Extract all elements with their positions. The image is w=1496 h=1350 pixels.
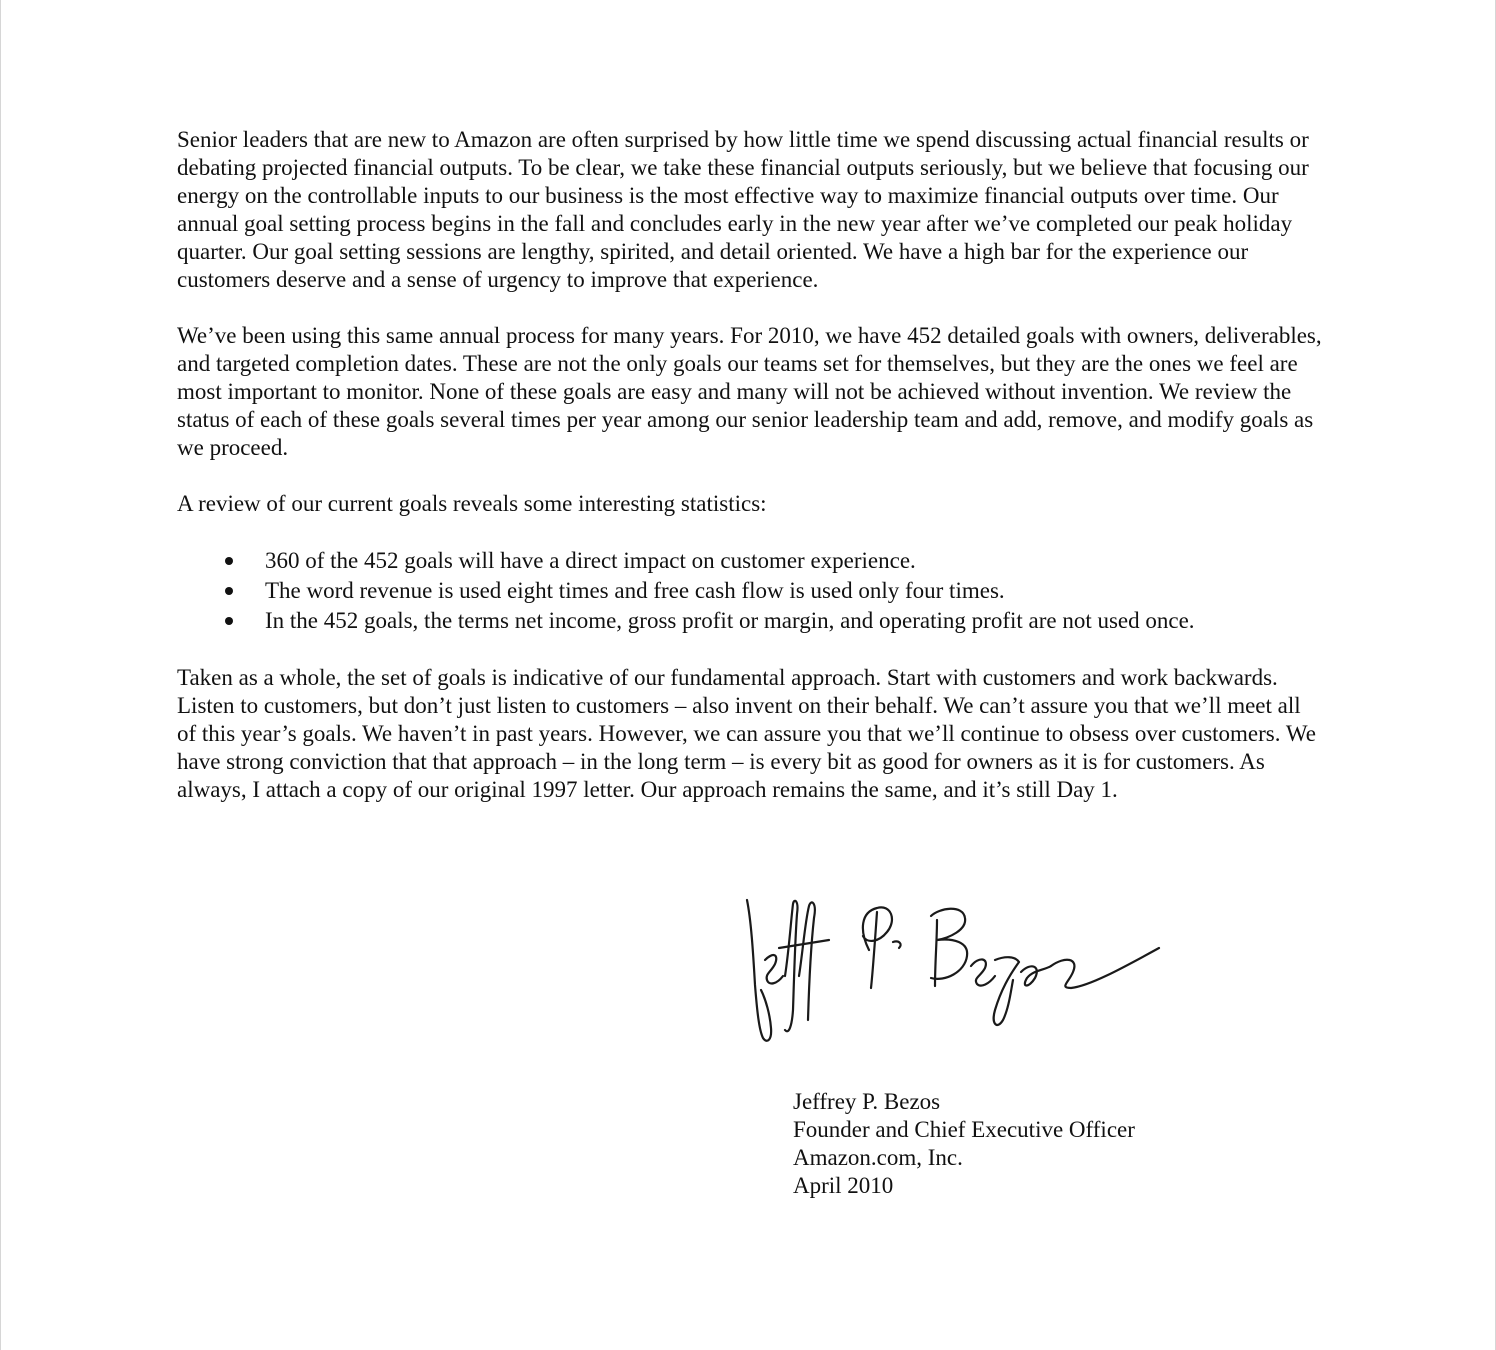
paragraph-goal-setting: Senior leaders that are new to Amazon are often surprised by how little time we spend discussing actual financial results or debating projected financial outputs. To be clear, we take these financial outputs seriously, but we believe that focusing our energy on the controllable inputs to our business is the most effective way to maximize financial outputs over time. Our annual goal setting process begins in the fall and concludes early in the new year after we’ve completed our peak holiday quarter. Our goal setting sessions are lengthy, spirited, and detail oriented. We have a high bar for the experience our customers deserve and a sense of urgency to improve that experience. (177, 127, 1309, 292)
signature-block (793, 1088, 1135, 1200)
handwritten-signature (739, 890, 1169, 1050)
list-item (177, 546, 1323, 576)
paragraph-closing: Taken as a whole, the set of goals is indicative of our fundamental approach. Start with customers and work backwards. Listen to customers, but don’t just listen to customers – also invent on their behalf. We can’t assure you that we’ll meet all of this year’s goals. We haven’t in past years. However, we can assure you that we’ll continue to obsess over customers. We have strong conviction that that approach – in the long term – is every bit as good for owners as it is for customers. As always, I attach a copy of our original 1997 letter. Our approach remains the same, and it’s still Day 1. (177, 665, 1316, 802)
paragraph-review-intro: A review of our current goals reveals some interesting statistics: (177, 491, 767, 516)
list-item-text: 360 of the 452 goals will have a direct impact on customer experience. (265, 548, 916, 573)
bullet-icon (225, 557, 233, 565)
signer-title: Founder and Chief Executive Officer (793, 1117, 1135, 1142)
bullet-icon (225, 587, 233, 595)
list-item-text: The word revenue is used eight times and free cash flow is used only four times. (265, 578, 1005, 603)
signer-company: Amazon.com, Inc. (793, 1145, 963, 1170)
signer-name: Jeffrey P. Bezos (793, 1089, 941, 1114)
list-item (177, 576, 1323, 606)
letter-body (177, 126, 1323, 832)
statistics-list (177, 546, 1323, 636)
bullet-icon (225, 617, 233, 625)
letter-date: April 2010 (793, 1173, 894, 1198)
list-item-text: In the 452 goals, the terms net income, gross profit or margin, and operating profit are not used once. (265, 608, 1195, 633)
list-item (177, 606, 1323, 636)
paragraph-annual-process: We’ve been using this same annual process for many years. For 2010, we have 452 detailed goals with owners, deliverables, and targeted completion dates. These are not the only goals our teams set for themselves, but they are the ones we feel are most important to monitor. None of these goals are easy and many will not be achieved without invention. We review the status of each of these goals several times per year among our senior leadership team and add, remove, and modify goals as we proceed. (177, 323, 1322, 460)
